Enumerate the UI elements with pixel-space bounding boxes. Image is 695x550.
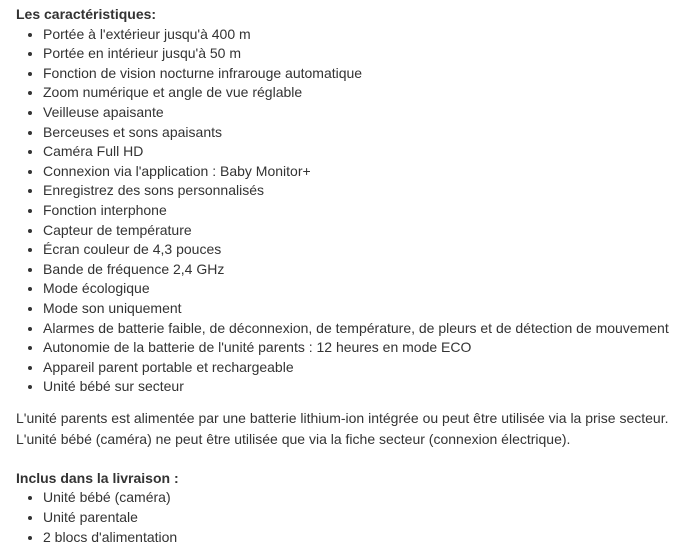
included-list xyxy=(16,488,695,547)
list-item: • Caméra Full HD xyxy=(43,142,695,162)
list-item: • Mode écologique xyxy=(43,279,695,299)
list-item: • Mode son uniquement xyxy=(43,299,695,319)
list-item: • Connexion via l'application : Baby Monitor+ xyxy=(43,162,695,182)
list-item: • Écran couleur de 4,3 pouces xyxy=(43,240,695,260)
list-item: • Berceuses et sons apaisants xyxy=(43,123,695,143)
list-item: • Bande de fréquence 2,4 GHz xyxy=(43,260,695,280)
power-note-line: L'unité bébé (caméra) ne peut être utilisée que via la fiche secteur (connexion électrique). xyxy=(16,430,571,447)
list-item: • Enregistrez des sons personnalisés xyxy=(43,181,695,201)
power-note-line: L'unité parents est alimentée par une batterie lithium-ion intégrée ou peut être utilisée via la prise secteur. xyxy=(16,409,669,426)
power-note xyxy=(16,408,695,450)
list-item: • Unité parentale xyxy=(43,508,695,528)
list-item: • Alarmes de batterie faible, de déconnexion, de température, de pleurs et de détection de mouvement xyxy=(43,319,695,339)
list-item: • Fonction de vision nocturne infrarouge automatique xyxy=(43,64,695,84)
list-item: • Zoom numérique et angle de vue réglable xyxy=(43,83,695,103)
list-item: • 2 blocs d'alimentation xyxy=(43,528,695,548)
list-item: • Portée en intérieur jusqu'à 50 m xyxy=(43,44,695,64)
characteristics-heading: Les caractéristiques: xyxy=(16,6,157,22)
list-item: • Unité bébé (caméra) xyxy=(43,488,695,508)
list-item: • Portée à l'extérieur jusqu'à 400 m xyxy=(43,25,695,45)
included-heading: Inclus dans la livraison : xyxy=(16,469,179,486)
list-item: • Fonction interphone xyxy=(43,201,695,221)
list-item: • Veilleuse apaisante xyxy=(43,103,695,123)
list-item: • Unité bébé sur secteur xyxy=(43,377,695,397)
list-item: • Autonomie de la batterie de l'unité parents : 12 heures en mode ECO xyxy=(43,338,695,358)
list-item: • Capteur de température xyxy=(43,221,695,241)
characteristics-list xyxy=(16,25,695,397)
list-item: • Appareil parent portable et rechargeable xyxy=(43,358,695,378)
